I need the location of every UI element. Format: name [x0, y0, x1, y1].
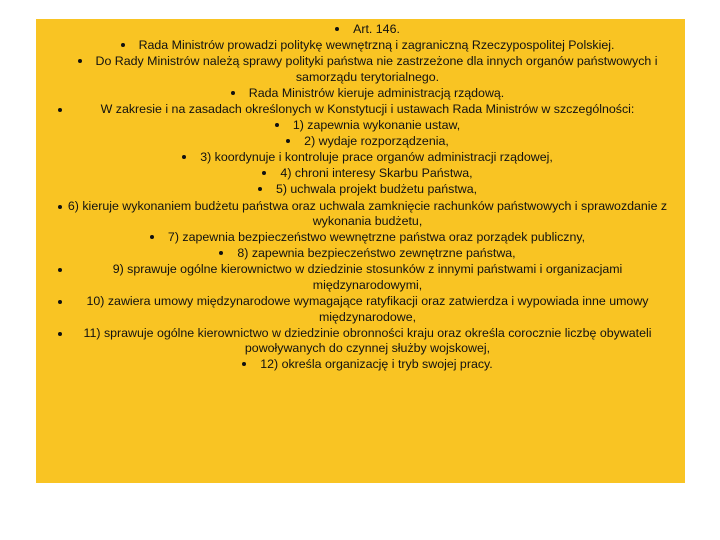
list-item-text: 6) kieruje wykonaniem budżetu państwa oraz uchwala zamknięcie rachunków państwowych i sprawozdanie z wykonania budżetu, [67, 198, 668, 229]
bullet-icon [78, 59, 82, 63]
list-item-text: Rada Ministrów prowadzi politykę wewnętrzną i zagraniczną Rzeczypospolitej Polskiej. [138, 38, 615, 53]
list-item-text: 7) zapewnia bezpieczeństwo wewnętrzne państwa oraz porządek publiczny, [167, 230, 586, 245]
list-item-text: 11) sprawuje ogólne kierownictwo w dziedzinie obronności kraju oraz określa corocznie liczbę obywateli powoływanych do czynnej służby wojskowej, [83, 325, 652, 356]
bullet-icon [335, 27, 339, 31]
list-item [58, 102, 677, 118]
list-item-text: 8) zapewnia bezpieczeństwo zewnętrzne państwa, [237, 246, 516, 261]
list-item [58, 166, 677, 182]
list-item [58, 294, 677, 326]
list-item-text: 12) określa organizację i tryb swojej pracy. [260, 357, 493, 372]
bullet-icon [58, 205, 62, 209]
bullet-icon [231, 91, 235, 95]
bullet-icon [121, 43, 125, 47]
list-item [58, 230, 677, 246]
bullet-icon [58, 108, 62, 112]
list-item [58, 262, 677, 294]
list-item [58, 54, 677, 86]
list-item-text: Do Rady Ministrów należą sprawy polityki państwa nie zastrzeżone dla innych organów państwowych i samorządu terytorialnego. [95, 54, 658, 84]
bullet-icon [258, 187, 262, 191]
list-item [58, 118, 677, 134]
list-item-text: 5) uchwala projekt budżetu państwa, [275, 182, 478, 197]
list-item-text: 2) wydaje rozporządzenia, [304, 134, 449, 149]
bullet-icon [262, 171, 266, 175]
slide-panel [36, 19, 685, 483]
list-item-text: 3) koordynuje i kontroluje prace organów administracji rządowej, [200, 150, 553, 165]
list-item [58, 150, 677, 166]
list-item [58, 86, 677, 102]
bullet-icon [242, 362, 246, 366]
bullet-icon [58, 332, 62, 336]
list-item-text: 1) zapewnia wykonanie ustaw, [292, 118, 461, 133]
list-item [58, 246, 677, 262]
bullet-icon [58, 268, 62, 272]
list-item [58, 199, 677, 231]
list-item [58, 326, 677, 358]
bullet-icon [182, 155, 186, 159]
list-item [58, 134, 677, 150]
list-item [58, 182, 677, 198]
list-item-text: Rada Ministrów kieruje administracją rządową. [248, 85, 505, 100]
list-item [58, 357, 677, 373]
bullet-icon [286, 139, 290, 143]
list-item-text: 9) sprawuje ogólne kierownictwo w dziedzinie stosunków z innymi państwami i organizacjami międzynarodowymi, [112, 262, 623, 292]
list-item [58, 22, 677, 38]
list-item-text: 4) chroni interesy Skarbu Państwa, [280, 166, 473, 181]
bullet-icon [58, 300, 62, 304]
list-item-text: Art. 146. [353, 22, 400, 36]
slide-content [36, 19, 685, 374]
article-list [36, 22, 685, 374]
bullet-icon [150, 235, 154, 239]
list-item-text: 10) zawiera umowy międzynarodowe wymagające ratyfikacji oraz zatwierdza i wypowiada inne umowy międzynarodowe, [86, 294, 649, 324]
bullet-icon [275, 123, 279, 127]
list-item [58, 38, 677, 54]
bullet-icon [219, 251, 223, 255]
list-item-text: W zakresie i na zasadach określonych w Konstytucji i ustawach Rada Ministrów w szczególności: [100, 101, 635, 116]
